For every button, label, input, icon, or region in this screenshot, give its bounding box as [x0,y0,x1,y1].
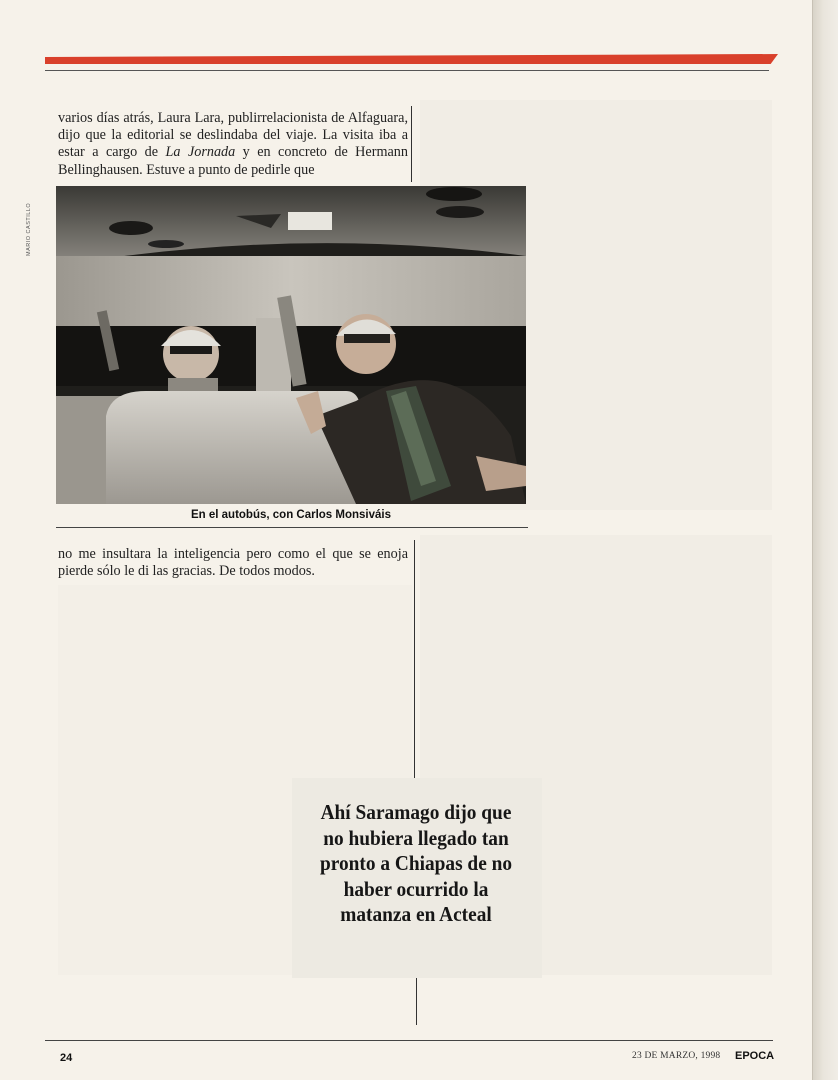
caption-rule [56,527,528,528]
column-rule-middle [414,540,415,780]
paragraph-1-end: y en concreto de Hermann Bellinghausen. Estuve a punto de pedirle que [58,144,408,178]
pullquote-text: Ahí Saramago dijo que no hubiera llegado tan pronto a Chiapas de no haber ocurrido la matanza en Acteal [319,800,513,926]
paragraph-2: no me insultara la inteligencia pero como el que se enoja pierde sólo le di las gracias. De todos modos. [58,546,408,580]
page-number: 24 [60,1052,73,1064]
magazine-name: EPOCA [735,1050,775,1062]
paragraph-1-start: varios días atrás, Laura Lara, publirrelacionista de Alfaguara, dijo que la editorial se deslindaba del viaje. La visita iba a estar a cargo de [58,110,408,161]
footer-rule [45,1040,773,1041]
article-text-top [58,110,408,179]
issue-date: 23 DE MARZO, 1998 [632,1051,721,1061]
accent-bar [45,54,778,64]
top-rule [45,70,769,71]
column-rule-top [411,106,412,182]
page-edge [812,0,838,1080]
article-text-bottom [58,546,408,580]
paragraph-1-italic: La Jornada [165,144,236,161]
bus-photo [56,186,526,504]
photo-credit: MARIO CASTILLO [26,202,32,256]
bus-photo-image [56,186,526,504]
photo-caption: En el autobús, con Carlos Monsiváis [190,509,391,521]
